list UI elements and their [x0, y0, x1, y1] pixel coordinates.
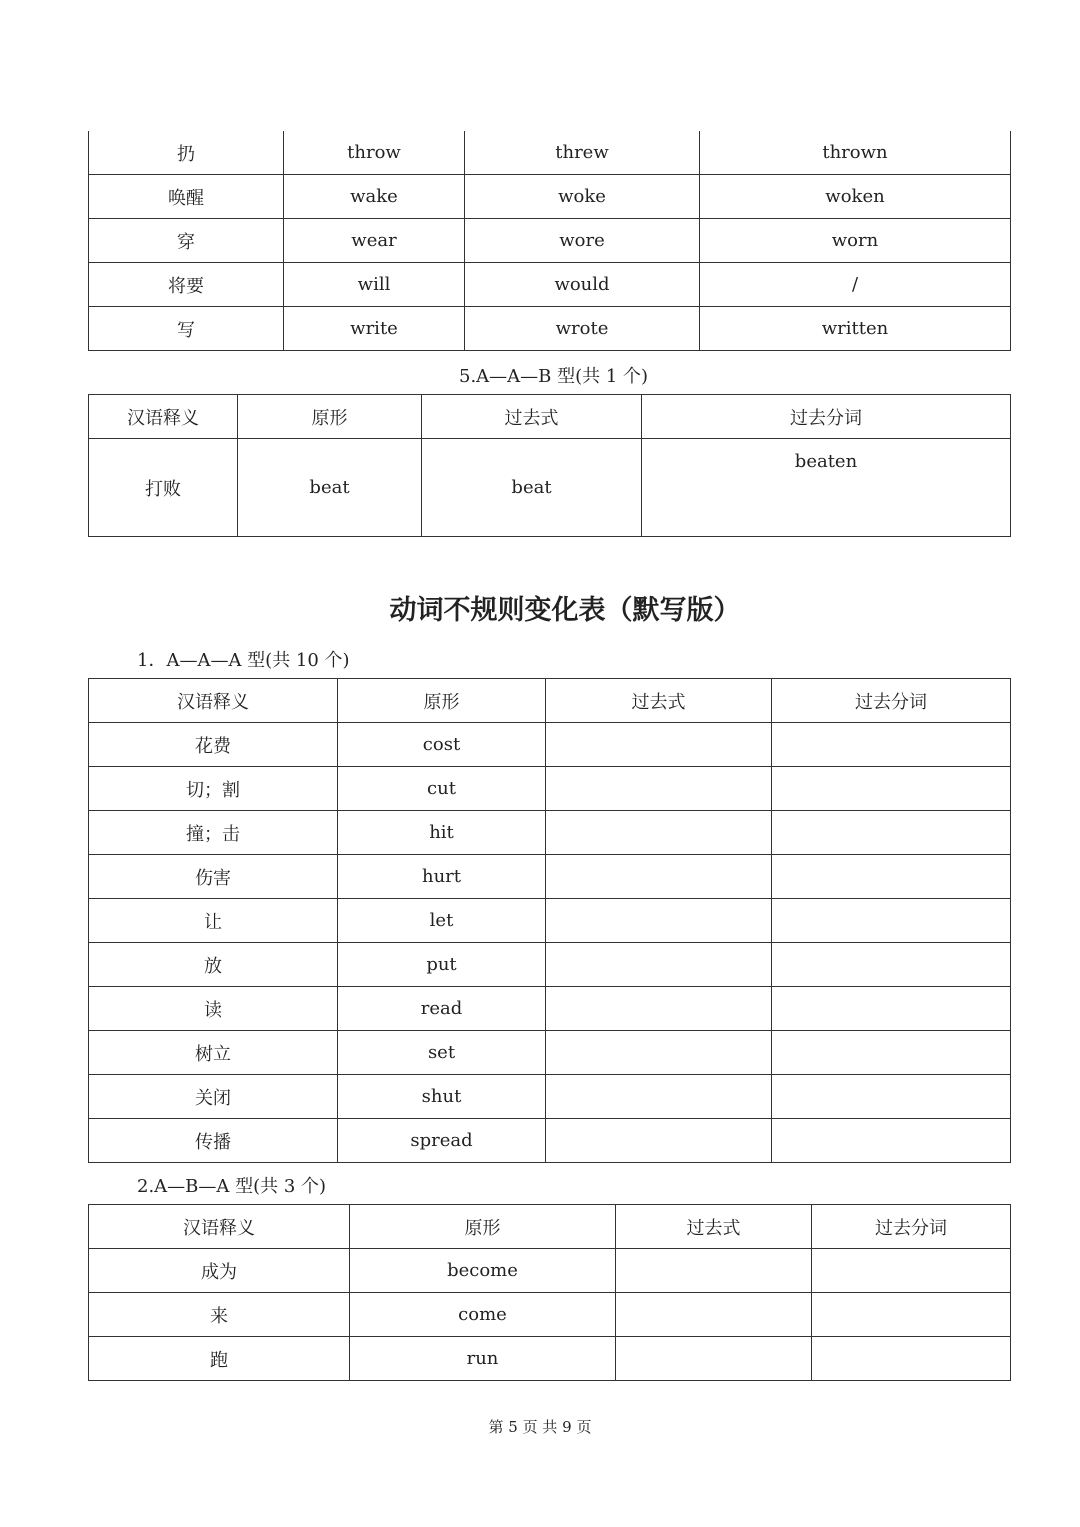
table-row — [89, 943, 1011, 987]
past-participle-blank[interactable] — [772, 723, 1011, 767]
past-participle-cell: woken — [700, 175, 1011, 219]
aab-verbs-table — [88, 394, 1011, 537]
past-participle-blank[interactable] — [772, 767, 1011, 811]
table-row — [89, 987, 1011, 1031]
base-form-cell: come — [350, 1293, 616, 1337]
table-header-row — [89, 1205, 1011, 1249]
page-title: 动词不规则变化表（默写版） — [389, 595, 741, 626]
meaning-cell: 将要 — [89, 263, 284, 307]
section-5-caption: 5.A—A—B 型(共 1 个) — [459, 366, 649, 387]
header-base-form: 原形 — [238, 395, 422, 439]
meaning-cell: 唤醒 — [89, 175, 284, 219]
past-participle-blank[interactable] — [772, 1075, 1011, 1119]
base-form-cell: become — [350, 1249, 616, 1293]
past-tense-blank[interactable] — [546, 1075, 772, 1119]
table-header-row — [89, 395, 1011, 439]
base-form-cell: cost — [338, 723, 546, 767]
past-participle-blank[interactable] — [812, 1293, 1011, 1337]
past-tense-blank[interactable] — [546, 1119, 772, 1163]
past-participle-blank[interactable] — [772, 855, 1011, 899]
past-participle-cell: beaten — [642, 439, 1011, 537]
header-meaning: 汉语释义 — [89, 395, 238, 439]
header-past-participle: 过去分词 — [642, 395, 1011, 439]
meaning-cell: 切；割 — [89, 767, 338, 811]
base-form-cell: spread — [338, 1119, 546, 1163]
base-form-cell: hit — [338, 811, 546, 855]
past-tense-blank[interactable] — [546, 855, 772, 899]
past-participle-blank[interactable] — [772, 943, 1011, 987]
table-header-row — [89, 679, 1011, 723]
meaning-cell: 伤害 — [89, 855, 338, 899]
table-row — [89, 439, 1011, 537]
past-participle-cell: worn — [700, 219, 1011, 263]
header-meaning: 汉语释义 — [89, 1205, 350, 1249]
table-row — [89, 175, 1011, 219]
table-row — [89, 1031, 1011, 1075]
table-row — [89, 811, 1011, 855]
base-form-cell: wear — [284, 219, 465, 263]
past-participle-blank[interactable] — [772, 1031, 1011, 1075]
meaning-cell: 传播 — [89, 1119, 338, 1163]
header-past-tense: 过去式 — [422, 395, 642, 439]
meaning-cell: 跑 — [89, 1337, 350, 1381]
past-tense-blank[interactable] — [616, 1337, 812, 1381]
section-a-caption: 1．A—A—A 型(共 10 个) — [137, 650, 350, 671]
meaning-cell: 读 — [89, 987, 338, 1031]
base-form-cell: wake — [284, 175, 465, 219]
table-row — [89, 723, 1011, 767]
table-row — [89, 1119, 1011, 1163]
past-tense-blank[interactable] — [546, 899, 772, 943]
past-tense-blank[interactable] — [546, 1031, 772, 1075]
header-past-tense: 过去式 — [616, 1205, 812, 1249]
meaning-cell: 撞；击 — [89, 811, 338, 855]
past-tense-cell: wore — [465, 219, 700, 263]
past-participle-blank[interactable] — [772, 987, 1011, 1031]
meaning-cell: 关闭 — [89, 1075, 338, 1119]
table-row — [89, 1293, 1011, 1337]
base-form-cell: let — [338, 899, 546, 943]
past-tense-blank[interactable] — [616, 1249, 812, 1293]
table-row — [89, 263, 1011, 307]
base-form-cell: shut — [338, 1075, 546, 1119]
base-form-cell: run — [350, 1337, 616, 1381]
meaning-cell: 放 — [89, 943, 338, 987]
meaning-cell: 花费 — [89, 723, 338, 767]
meaning-cell: 让 — [89, 899, 338, 943]
meaning-cell: 树立 — [89, 1031, 338, 1075]
past-tense-blank[interactable] — [546, 723, 772, 767]
past-tense-cell: would — [465, 263, 700, 307]
base-form-cell: throw — [284, 131, 465, 175]
header-past-tense: 过去式 — [546, 679, 772, 723]
header-past-participle: 过去分词 — [772, 679, 1011, 723]
past-participle-cell: written — [700, 307, 1011, 351]
meaning-cell: 穿 — [89, 219, 284, 263]
base-form-cell: cut — [338, 767, 546, 811]
past-tense-blank[interactable] — [546, 987, 772, 1031]
header-meaning: 汉语释义 — [89, 679, 338, 723]
header-base-form: 原形 — [338, 679, 546, 723]
table-row — [89, 307, 1011, 351]
past-tense-cell: wrote — [465, 307, 700, 351]
table-row — [89, 1249, 1011, 1293]
header-past-participle: 过去分词 — [812, 1205, 1011, 1249]
base-form-cell: read — [338, 987, 546, 1031]
base-form-cell: hurt — [338, 855, 546, 899]
table-row — [89, 855, 1011, 899]
table-row — [89, 767, 1011, 811]
table-row — [89, 1337, 1011, 1381]
meaning-cell: 写 — [89, 307, 284, 351]
meaning-cell: 来 — [89, 1293, 350, 1337]
aba-verbs-table — [88, 1204, 1011, 1381]
past-tense-blank[interactable] — [546, 767, 772, 811]
base-form-cell: will — [284, 263, 465, 307]
base-form-cell: write — [284, 307, 465, 351]
meaning-cell: 成为 — [89, 1249, 350, 1293]
base-form-cell: beat — [238, 439, 422, 537]
past-tense-blank[interactable] — [616, 1293, 812, 1337]
table-row — [89, 1075, 1011, 1119]
table-row — [89, 131, 1011, 175]
past-tense-blank[interactable] — [546, 943, 772, 987]
table-row — [89, 219, 1011, 263]
past-tense-cell: beat — [422, 439, 642, 537]
page-footer: 第 5 页 共 9 页 — [488, 1418, 592, 1436]
table-row — [89, 899, 1011, 943]
base-form-cell: put — [338, 943, 546, 987]
past-tense-cell: threw — [465, 131, 700, 175]
past-participle-blank[interactable] — [812, 1249, 1011, 1293]
past-participle-blank[interactable] — [772, 899, 1011, 943]
past-participle-cell: thrown — [700, 131, 1011, 175]
past-participle-blank[interactable] — [772, 1119, 1011, 1163]
base-form-cell: set — [338, 1031, 546, 1075]
meaning-cell: 打败 — [89, 439, 238, 537]
aaa-verbs-table — [88, 678, 1011, 1163]
irregular-verbs-continued-table — [88, 131, 1011, 351]
past-participle-cell: / — [700, 263, 1011, 307]
past-tense-cell: woke — [465, 175, 700, 219]
section-b-caption: 2.A—B—A 型(共 3 个) — [137, 1176, 327, 1197]
past-participle-blank[interactable] — [772, 811, 1011, 855]
past-tense-blank[interactable] — [546, 811, 772, 855]
meaning-cell: 扔 — [89, 131, 284, 175]
header-base-form: 原形 — [350, 1205, 616, 1249]
past-participle-blank[interactable] — [812, 1337, 1011, 1381]
